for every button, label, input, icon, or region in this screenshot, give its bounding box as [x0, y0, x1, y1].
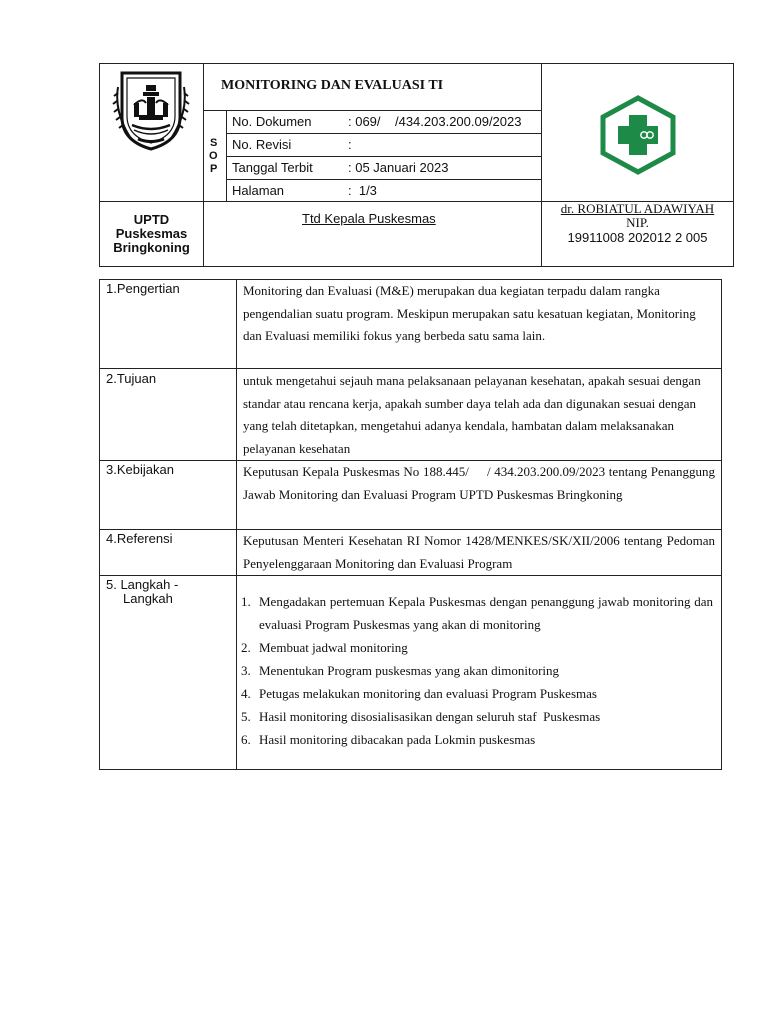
meta-label-no-revisi: No. Revisi	[232, 137, 292, 152]
section-label-tujuan: 2.Tujuan	[106, 371, 157, 386]
regional-emblem-logo	[112, 67, 190, 153]
section-label-kebijakan: 3.Kebijakan	[106, 462, 174, 477]
list-item	[241, 659, 713, 682]
meta-label-halaman: Halaman	[232, 183, 285, 198]
list-item	[241, 705, 713, 728]
section-label-langkah-line1: 5. Langkah -	[106, 577, 179, 592]
step-number: 4.	[241, 686, 251, 701]
head-name: dr. ROBIATUL ADAWIYAH	[560, 201, 715, 216]
step-number: 2.	[241, 640, 251, 655]
step-text: Hasil monitoring dibacakan pada Lokmin puskesmas	[259, 732, 536, 747]
document-title: MONITORING DAN EVALUASI TI	[221, 78, 444, 93]
section-label-referensi: 4.Referensi	[106, 531, 173, 546]
emblem-icon	[112, 67, 190, 153]
step-text: Mengadakan pertemuan Kepala Puskesmas dengan penanggung jawab monitoring dan evaluasi Program Puskesmas yang akan di monitoring	[259, 594, 713, 632]
meta-value-no-dokumen: : 069/ /434.203.200.09/2023	[348, 114, 522, 129]
list-item	[241, 590, 713, 636]
section-label-langkah-line2: Langkah	[123, 591, 173, 606]
section-text-tujuan: untuk mengetahui sejauh mana pelaksanaan pelayanan kesehatan, apakah sesuai dengan standar atau rencana kerja, apakah sumber daya telah ada dan digunakan sesuai dengan yang telah ditetapkan, mengetahui adanya kendala, hambatan dalam melaksanakan pelayanan kesehatan	[243, 373, 701, 456]
signature-label: Ttd Kepala Puskesmas	[302, 211, 436, 226]
step-text: Hasil monitoring disosialisasikan dengan seluruh staf Puskesmas	[259, 709, 601, 724]
org-line-puskesmas: Puskesmas	[115, 226, 188, 241]
step-number: 1.	[241, 594, 251, 609]
step-number: 5.	[241, 709, 251, 724]
section-text-kebijakan: Keputusan Kepala Puskesmas No 188.445/ / 434.203.200.09/2023 tentang Penanggung Jawab Monitoring dan Evaluasi Program UPTD Puskesmas Bringkoning	[243, 464, 719, 502]
sop-letter-s: S	[210, 137, 218, 149]
step-text: Menentukan Program puskesmas yang akan dimonitoring	[259, 663, 560, 678]
meta-value-no-revisi: :	[348, 137, 352, 152]
section-text-pengertian: Monitoring dan Evaluasi (M&E) merupakan dua kegiatan terpadu dalam rangka pengendalian suatu program. Meskipun merupakan satu kesatuan kegiatan, Monitoring dan Evaluasi memiliki fokus yang berbeda satu sama lain.	[243, 283, 696, 343]
meta-label-tanggal-terbit: Tanggal Terbit	[232, 160, 313, 175]
step-text: Petugas melakukan monitoring dan evaluasi Program Puskesmas	[259, 686, 597, 701]
meta-value-tanggal-terbit: : 05 Januari 2023	[348, 160, 449, 175]
nip-number: 19911008 202012 2 005	[567, 230, 708, 245]
step-text: Membuat jadwal monitoring	[259, 640, 408, 655]
step-number: 3.	[241, 663, 251, 678]
org-line-bringkoning: Bringkoning	[113, 240, 190, 255]
list-item	[241, 636, 713, 659]
health-cross-icon	[598, 95, 678, 175]
list-item	[241, 682, 713, 705]
section-label-pengertian: 1.Pengertian	[106, 281, 180, 296]
steps-list	[241, 590, 713, 751]
meta-value-halaman: : 1/3	[348, 183, 377, 198]
puskesmas-logo	[598, 95, 678, 175]
sop-letter-o: O	[209, 150, 218, 162]
step-number: 6.	[241, 732, 251, 747]
sop-letter-p: P	[210, 163, 218, 175]
list-item	[241, 728, 713, 751]
section-text-referensi: Keputusan Menteri Kesehatan RI Nomor 1428/MENKES/SK/XII/2006 tentang Pedoman Penyelenggaraan Monitoring dan Evaluasi Program	[243, 533, 715, 571]
meta-label-no-dokumen: No. Dokumen	[232, 114, 312, 129]
nip-label: NIP.	[626, 215, 649, 230]
org-line-uptd: UPTD	[133, 212, 170, 227]
